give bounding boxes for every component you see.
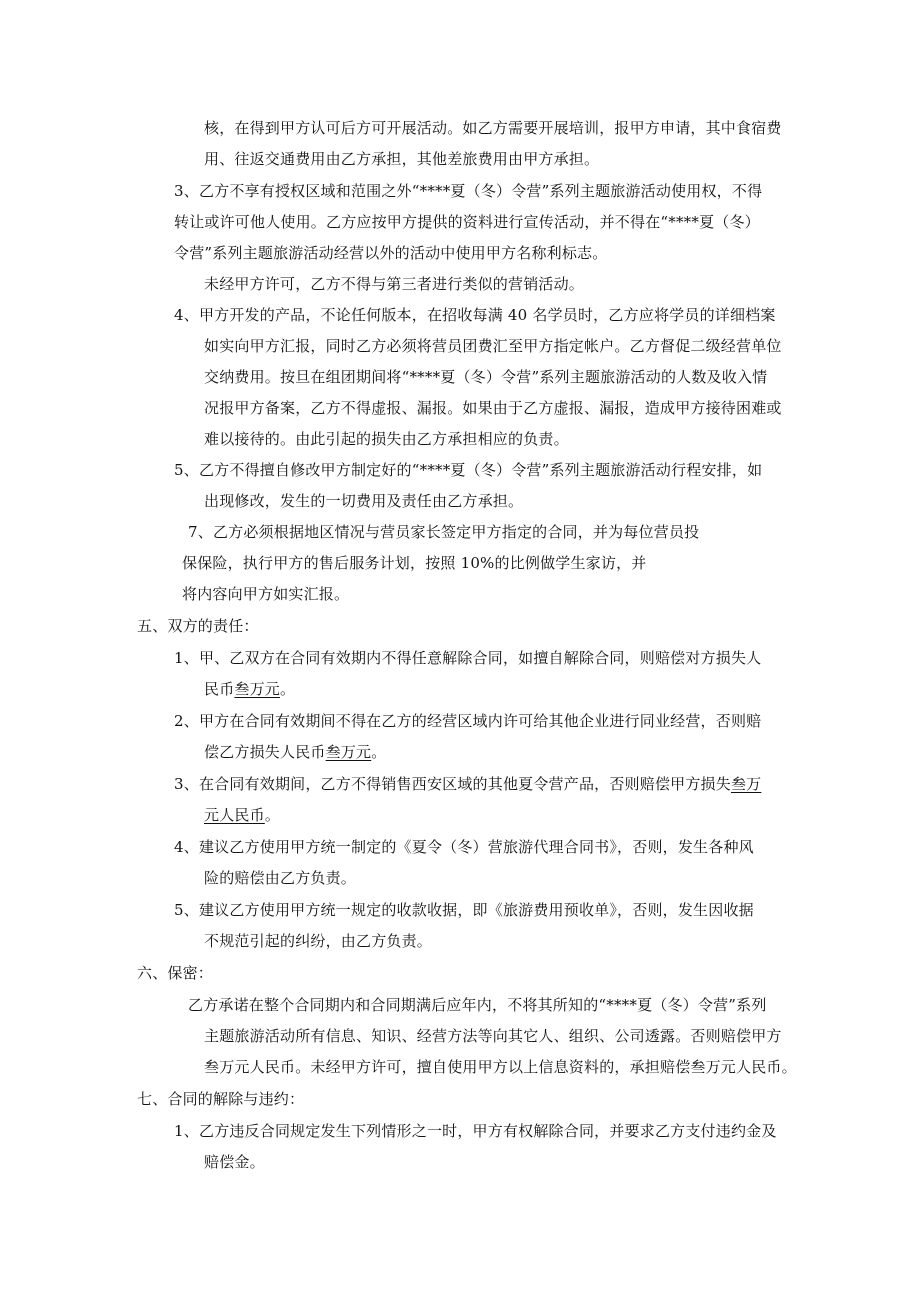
text-line: 5、建议乙方使用甲方统一规定的收款收据，即《旅游费用预收单》，否则，发生因收据	[174, 901, 754, 919]
underlined-amount: 叁万	[730, 775, 762, 793]
underlined-amount: 叁万元	[234, 680, 281, 698]
text-line: 5、乙方不得擅自修改甲方制定好的“****夏（冬）令营”系列主题旅游活动行程安排，如	[174, 461, 763, 479]
underlined-amount: 元人民币	[204, 806, 265, 824]
text-line: 1、甲、乙双方在合同有效期内不得任意解除合同，如擅自解除合同，则赔偿对方损失人	[174, 649, 762, 667]
text-line: 保保险，执行甲方的售后服务计划，按照 10%的比例做学生家访，并	[182, 554, 647, 572]
text-line: 叁万元人民币。未经甲方许可，擅自使用甲方以上信息资料的，承担赔偿叁万元人民币。	[204, 1058, 797, 1076]
text-line: 如实向甲方汇报，同时乙方必须将营员团费汇至甲方指定帐户。乙方督促二级经营单位	[204, 337, 782, 355]
text-line: 将内容向甲方如实汇报。	[182, 585, 350, 603]
text-line: 出现修改，发生的一切费用及责任由乙方承担。	[204, 492, 524, 510]
text-line: 核，在得到甲方认可后方可开展活动。如乙方需要开展培训，报甲方申请，其中食宿费	[204, 119, 782, 137]
text-line: 未经甲方许可，乙方不得与第三者进行类似的营销活动。	[204, 275, 585, 293]
text-line: 4、甲方开发的产品，不论任何版本，在招收每满 40 名学员时，乙方应将学员的详细档案	[174, 306, 776, 324]
underlined-amount: 叁万元	[325, 743, 372, 761]
section-heading: 七、合同的解除与违约：	[137, 1090, 305, 1108]
text-line: 令营”系列主题旅游活动经营以外的活动中使用甲方名称利标志。	[174, 244, 608, 262]
text-line: 2、甲方在合同有效期间不得在乙方的经营区域内许可给其他企业进行同业经营，否则赔	[174, 712, 762, 730]
section-heading: 六、保密：	[137, 964, 214, 982]
text-line: 民币叁万元。	[204, 680, 296, 698]
text-line: 4、建议乙方使用甲方统一制定的《夏令（冬）营旅游代理合同书》，否则，发生各种风	[174, 838, 754, 856]
text-line: 偿乙方损失人民币叁万元。	[204, 743, 387, 761]
text-line: 1、乙方违反合同规定发生下列情形之一时，甲方有权解除合同，并要求乙方支付违约金及	[174, 1122, 777, 1140]
text-line: 赔偿金。	[204, 1153, 265, 1171]
section-heading: 五、双方的责任：	[137, 617, 259, 635]
text-line: 乙方承诺在整个合同期内和合同期满后应年内，不将其所知的“****夏（冬）令营”系列	[188, 996, 767, 1014]
text-line: 险的赔偿由乙方负责。	[204, 869, 357, 887]
text-line: 交纳费用。按旦在组团期间将“****夏（冬）令营”系列主题旅游活动的人数及收入情	[204, 368, 768, 386]
text-line: 7、乙方必须根据地区情况与营员家长签定甲方指定的合同，并为每位营员投	[188, 523, 700, 541]
text-line: 况报甲方备案，乙方不得虚报、漏报。如果由于乙方虚报、漏报，造成甲方接待困难或	[204, 399, 782, 417]
text-line: 3、乙方不享有授权区域和范围之外“****夏（冬）令营”系列主题旅游活动使用权，不得	[174, 182, 763, 200]
text-line: 用、往返交通费用由乙方承担，其他差旅费用由甲方承担。	[204, 150, 600, 168]
text-line: 难以接待的。由此引起的损失由乙方承担相应的负责。	[204, 430, 569, 448]
text-line: 不规范引起的纠纷，由乙方负责。	[204, 932, 433, 950]
text-line: 转让或许可他人使用。乙方应按甲方提供的资料进行宣传活动，并不得在“****夏（冬）	[174, 213, 760, 231]
text-line: 主题旅游活动所有信息、知识、经营方法等向其它人、组织、公司透露。否则赔偿甲方	[204, 1027, 782, 1045]
text-line: 元人民币。	[204, 806, 281, 824]
text-line: 3、在合同有效期间，乙方不得销售西安区域的其他夏令营产品，否则赔偿甲方损失叁万	[174, 775, 762, 793]
